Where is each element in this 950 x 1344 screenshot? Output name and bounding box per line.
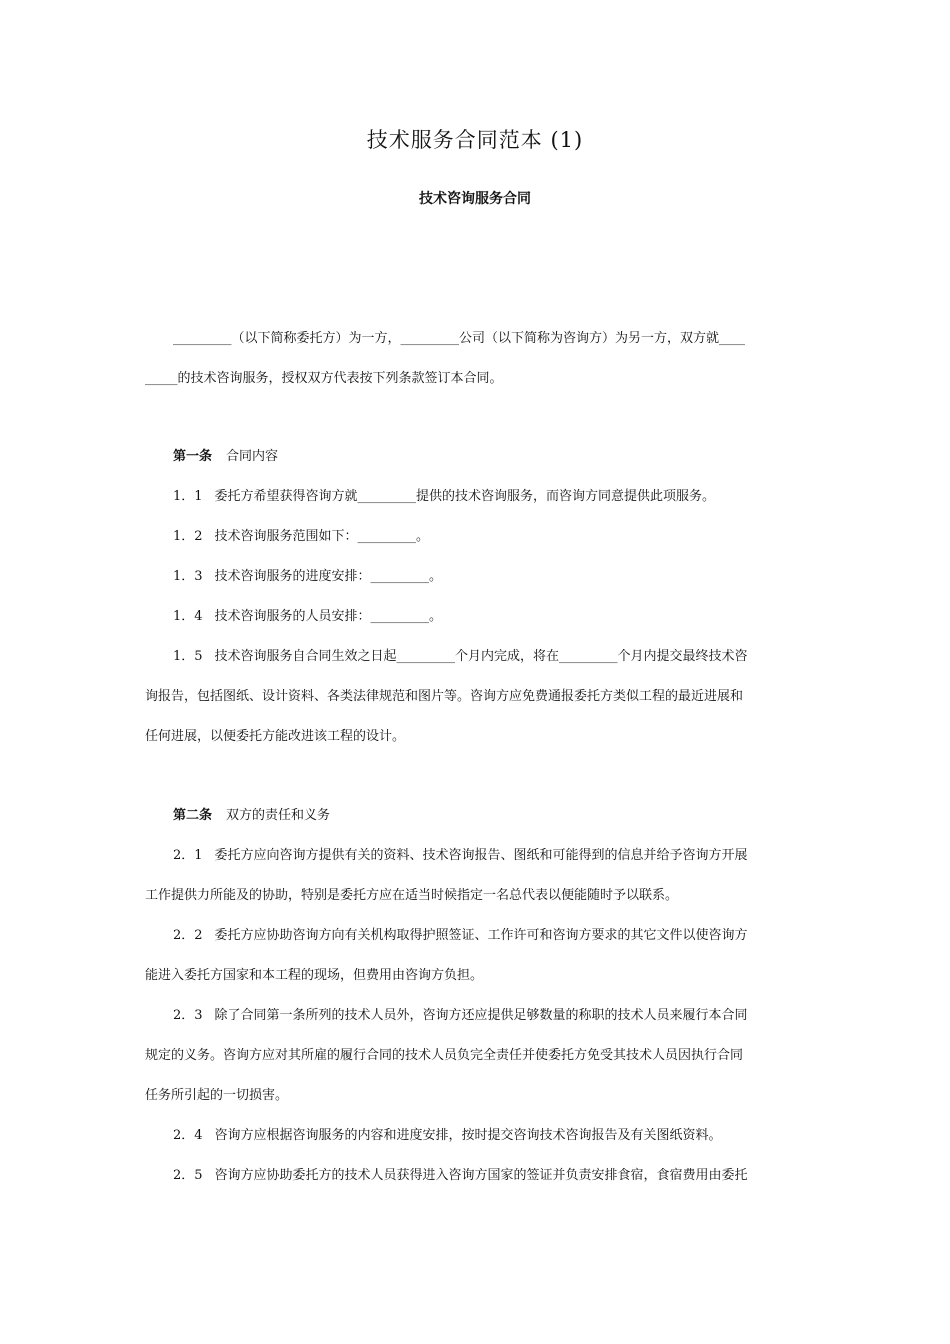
clause-text: 咨询方应根据咨询服务的内容和进度安排，按时提交咨询技术咨询报告及有关图纸资料。 bbox=[214, 1128, 722, 1143]
clause-number: 2．3 bbox=[173, 1008, 203, 1023]
clause-text: 除了合同第一条所列的技术人员外，咨询方还应提供足够数量的称职的技术人员来履行本合同 bbox=[214, 1008, 748, 1023]
article-title: 合同内容 bbox=[226, 449, 279, 464]
clause-text: 技术咨询服务自合同生效之日起_________个月内完成，将在_________个月内提交最终技术咨 bbox=[214, 649, 748, 664]
clause-number: 1．3 bbox=[173, 569, 203, 584]
clause-line bbox=[145, 1126, 810, 1146]
clause-number: 1．1 bbox=[173, 489, 203, 504]
article-title: 双方的责任和义务 bbox=[226, 808, 331, 823]
clause-continuation: 规定的义务。咨询方应对其所雇的履行合同的技术人员负完全责任并使委托方免受其技术人员因执行合同 bbox=[145, 1048, 744, 1063]
clause-line bbox=[145, 1006, 810, 1026]
intro-line: _________（以下简称委托方）为一方，_________公司（以下简称为咨询方）为另一方，双方就____ bbox=[173, 331, 746, 346]
clause-line bbox=[145, 607, 810, 627]
clause-line bbox=[145, 846, 810, 866]
clause-number: 2．4 bbox=[173, 1128, 203, 1143]
clause-continuation: 任务所引起的一切损害。 bbox=[145, 1088, 289, 1103]
clause-number: 1．4 bbox=[173, 609, 203, 624]
clause-text: 委托方应向咨询方提供有关的资料、技术咨询报告、图纸和可能得到的信息并给予咨询方开展 bbox=[214, 848, 748, 863]
clause-number: 2．5 bbox=[173, 1168, 203, 1183]
clause-line bbox=[145, 926, 810, 946]
clause-number: 2．2 bbox=[173, 928, 203, 943]
document-subtitle: 技术咨询服务合同 bbox=[419, 191, 531, 207]
document-title: 技术服务合同范本 (1) bbox=[366, 128, 584, 152]
clause-text: 委托方希望获得咨询方就_________提供的技术咨询服务，而咨询方同意提供此项服务。 bbox=[214, 489, 716, 504]
clause-continuation: 任何进展，以便委托方能改进该工程的设计。 bbox=[145, 729, 406, 744]
clause-line bbox=[145, 567, 810, 587]
article-number: 第一条 bbox=[173, 449, 213, 464]
article-number: 第二条 bbox=[173, 808, 213, 823]
clause-text: 委托方应协助咨询方向有关机构取得护照签证、工作许可和咨询方要求的其它文件以使咨询方 bbox=[214, 928, 748, 943]
clause-line bbox=[145, 1166, 810, 1186]
intro-line: _____的技术咨询服务，授权双方代表按下列条款签订本合同。 bbox=[145, 371, 503, 386]
clause-text: 技术咨询服务的人员安排：_________。 bbox=[214, 609, 443, 624]
clause-line bbox=[145, 527, 810, 547]
clause-continuation: 工作提供力所能及的协助，特别是委托方应在适当时候指定一名总代表以便能随时予以联系。 bbox=[145, 888, 679, 903]
clause-line bbox=[145, 647, 810, 667]
clause-number: 2．1 bbox=[173, 848, 203, 863]
clause-line bbox=[145, 487, 810, 507]
clause-text: 咨询方应协助委托方的技术人员获得进入咨询方国家的签证并负责安排食宿，食宿费用由委托 bbox=[214, 1168, 748, 1183]
clause-number: 1．5 bbox=[173, 649, 203, 664]
clause-continuation: 询报告，包括图纸、设计资料、各类法律规范和图片等。咨询方应免费通报委托方类似工程的最近进展和 bbox=[145, 689, 744, 704]
article-heading bbox=[145, 806, 810, 826]
clause-text: 技术咨询服务的进度安排：_________。 bbox=[214, 569, 443, 584]
article-heading bbox=[145, 447, 810, 467]
clause-number: 1．2 bbox=[173, 529, 203, 544]
clause-continuation: 能进入委托方国家和本工程的现场，但费用由咨询方负担。 bbox=[145, 968, 484, 983]
clause-text: 技术咨询服务范围如下：_________。 bbox=[214, 529, 430, 544]
